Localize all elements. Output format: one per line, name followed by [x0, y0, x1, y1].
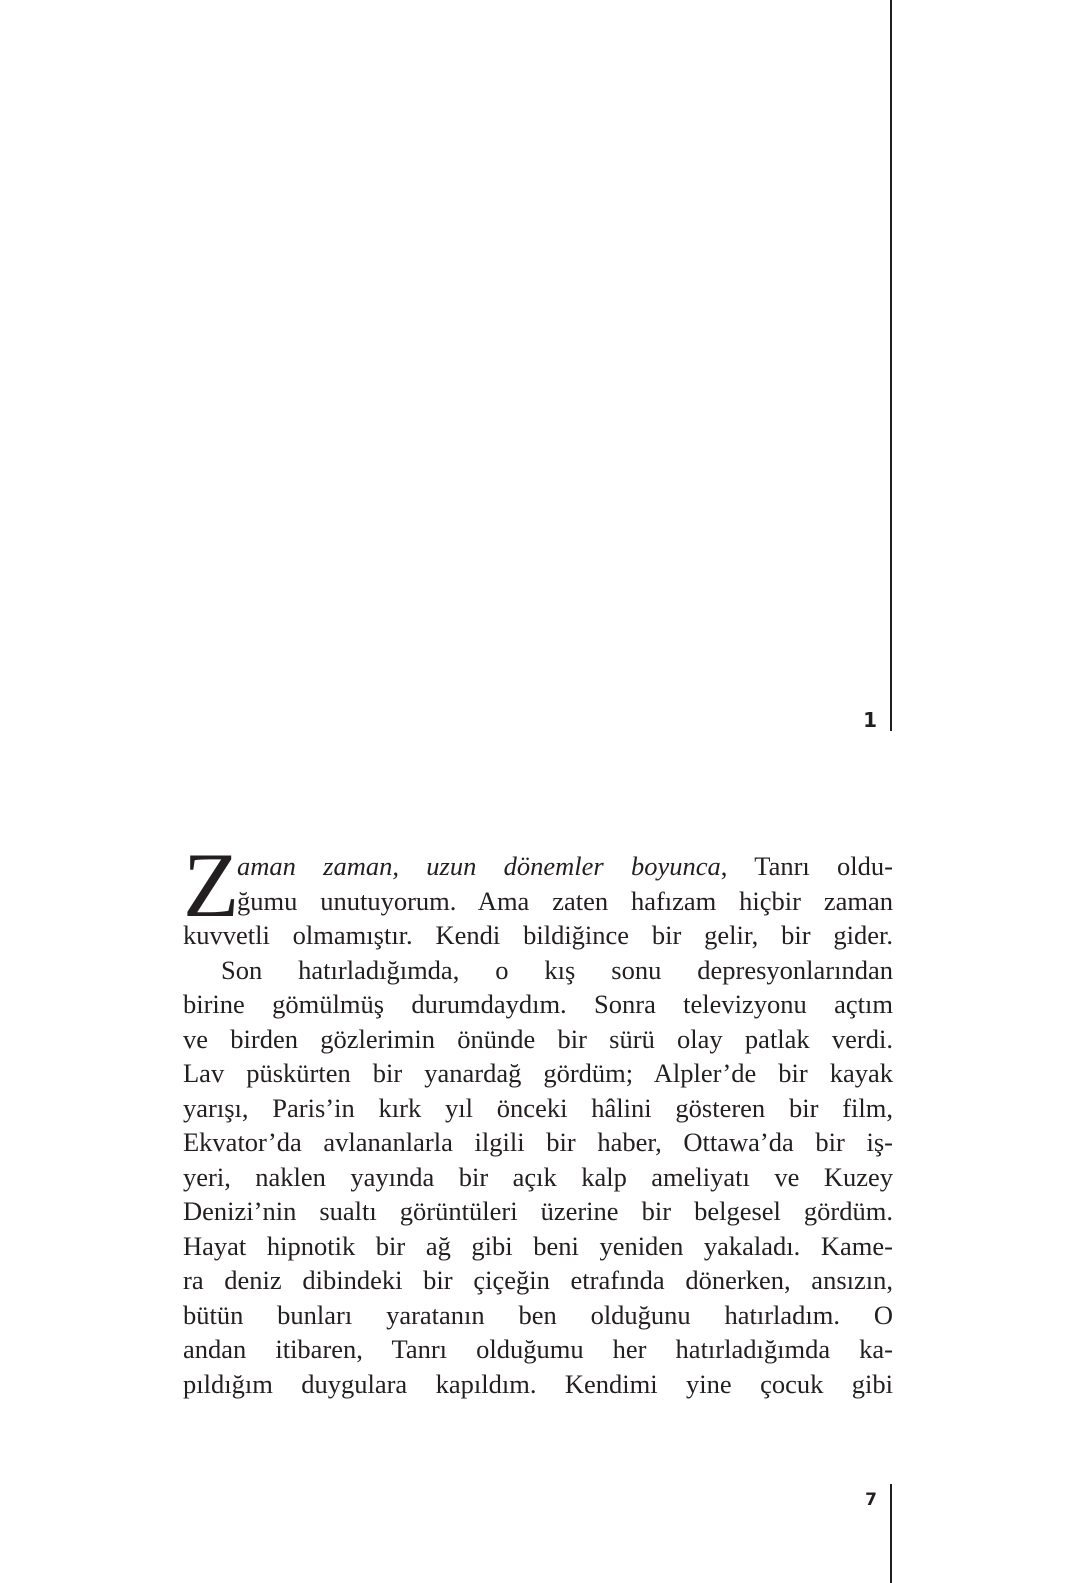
text-line-12: Hayat hipnotik bir ağ gibi beni yeniden yakaladı. Kame-: [183, 1230, 893, 1261]
text-line-1: [183, 849, 893, 884]
text-line-15: andan itibaren, Tanrı olduğumu her hatırladığımda ka-: [183, 1334, 893, 1364]
text-line-11: Denizi’nin sualtı görüntüleri üzerine bir belgesel gördüm.: [183, 1196, 893, 1226]
first-line-italic: aman zaman, uzun dönemler boyunca: [237, 851, 721, 881]
margin-rule-bottom: [890, 1484, 892, 1583]
text-line-16: pıldığım duygulara kapıldım. Kendimi yine çocuk gibi: [183, 1368, 893, 1399]
chapter-number: 1: [863, 708, 877, 732]
first-line-rest: , Tanrı oldu-: [720, 851, 893, 881]
text-line-3: kuvvetli olmamıştır. Kendi bildiğince bir gelir, bir gider.: [183, 920, 893, 950]
text-line-10: yeri, naklen yayında bir açık kalp ameliyatı ve Kuzey: [183, 1161, 893, 1192]
drop-cap: Z: [183, 834, 240, 936]
margin-rule-top: [890, 0, 892, 731]
text-line-5: birine gömülmüş durumdaydım. Sonra televizyonu açtım: [183, 989, 893, 1019]
text-line-2: ğumu unutuyorum. Ama zaten hafızam hiçbir zaman: [237, 885, 893, 916]
text-line-6: ve birden gözlerimin önünde bir sürü olay patlak verdi.: [183, 1023, 893, 1054]
text-line-9: Ekvator’da avlananlarla ilgili bir haber, Ottawa’da bir iş-: [183, 1127, 893, 1157]
text-line-8: yarışı, Paris’in kırk yıl önceki hâlini gösteren bir film,: [183, 1092, 893, 1123]
text-line-7: Lav püskürten bir yanardağ gördüm; Alpler’de bir kayak: [183, 1058, 893, 1088]
text-line-14: bütün bunları yaratanın ben olduğunu hatırladım. O: [183, 1299, 893, 1330]
text-line-13: ra deniz dibindeki bir çiçeğin etrafında dönerken, ansızın,: [183, 1265, 893, 1295]
page-number: 7: [865, 1490, 877, 1510]
text-line-4: Son hatırladığımda, o kış sonu depresyonlarından: [221, 954, 893, 985]
body-text: [183, 834, 893, 1401]
